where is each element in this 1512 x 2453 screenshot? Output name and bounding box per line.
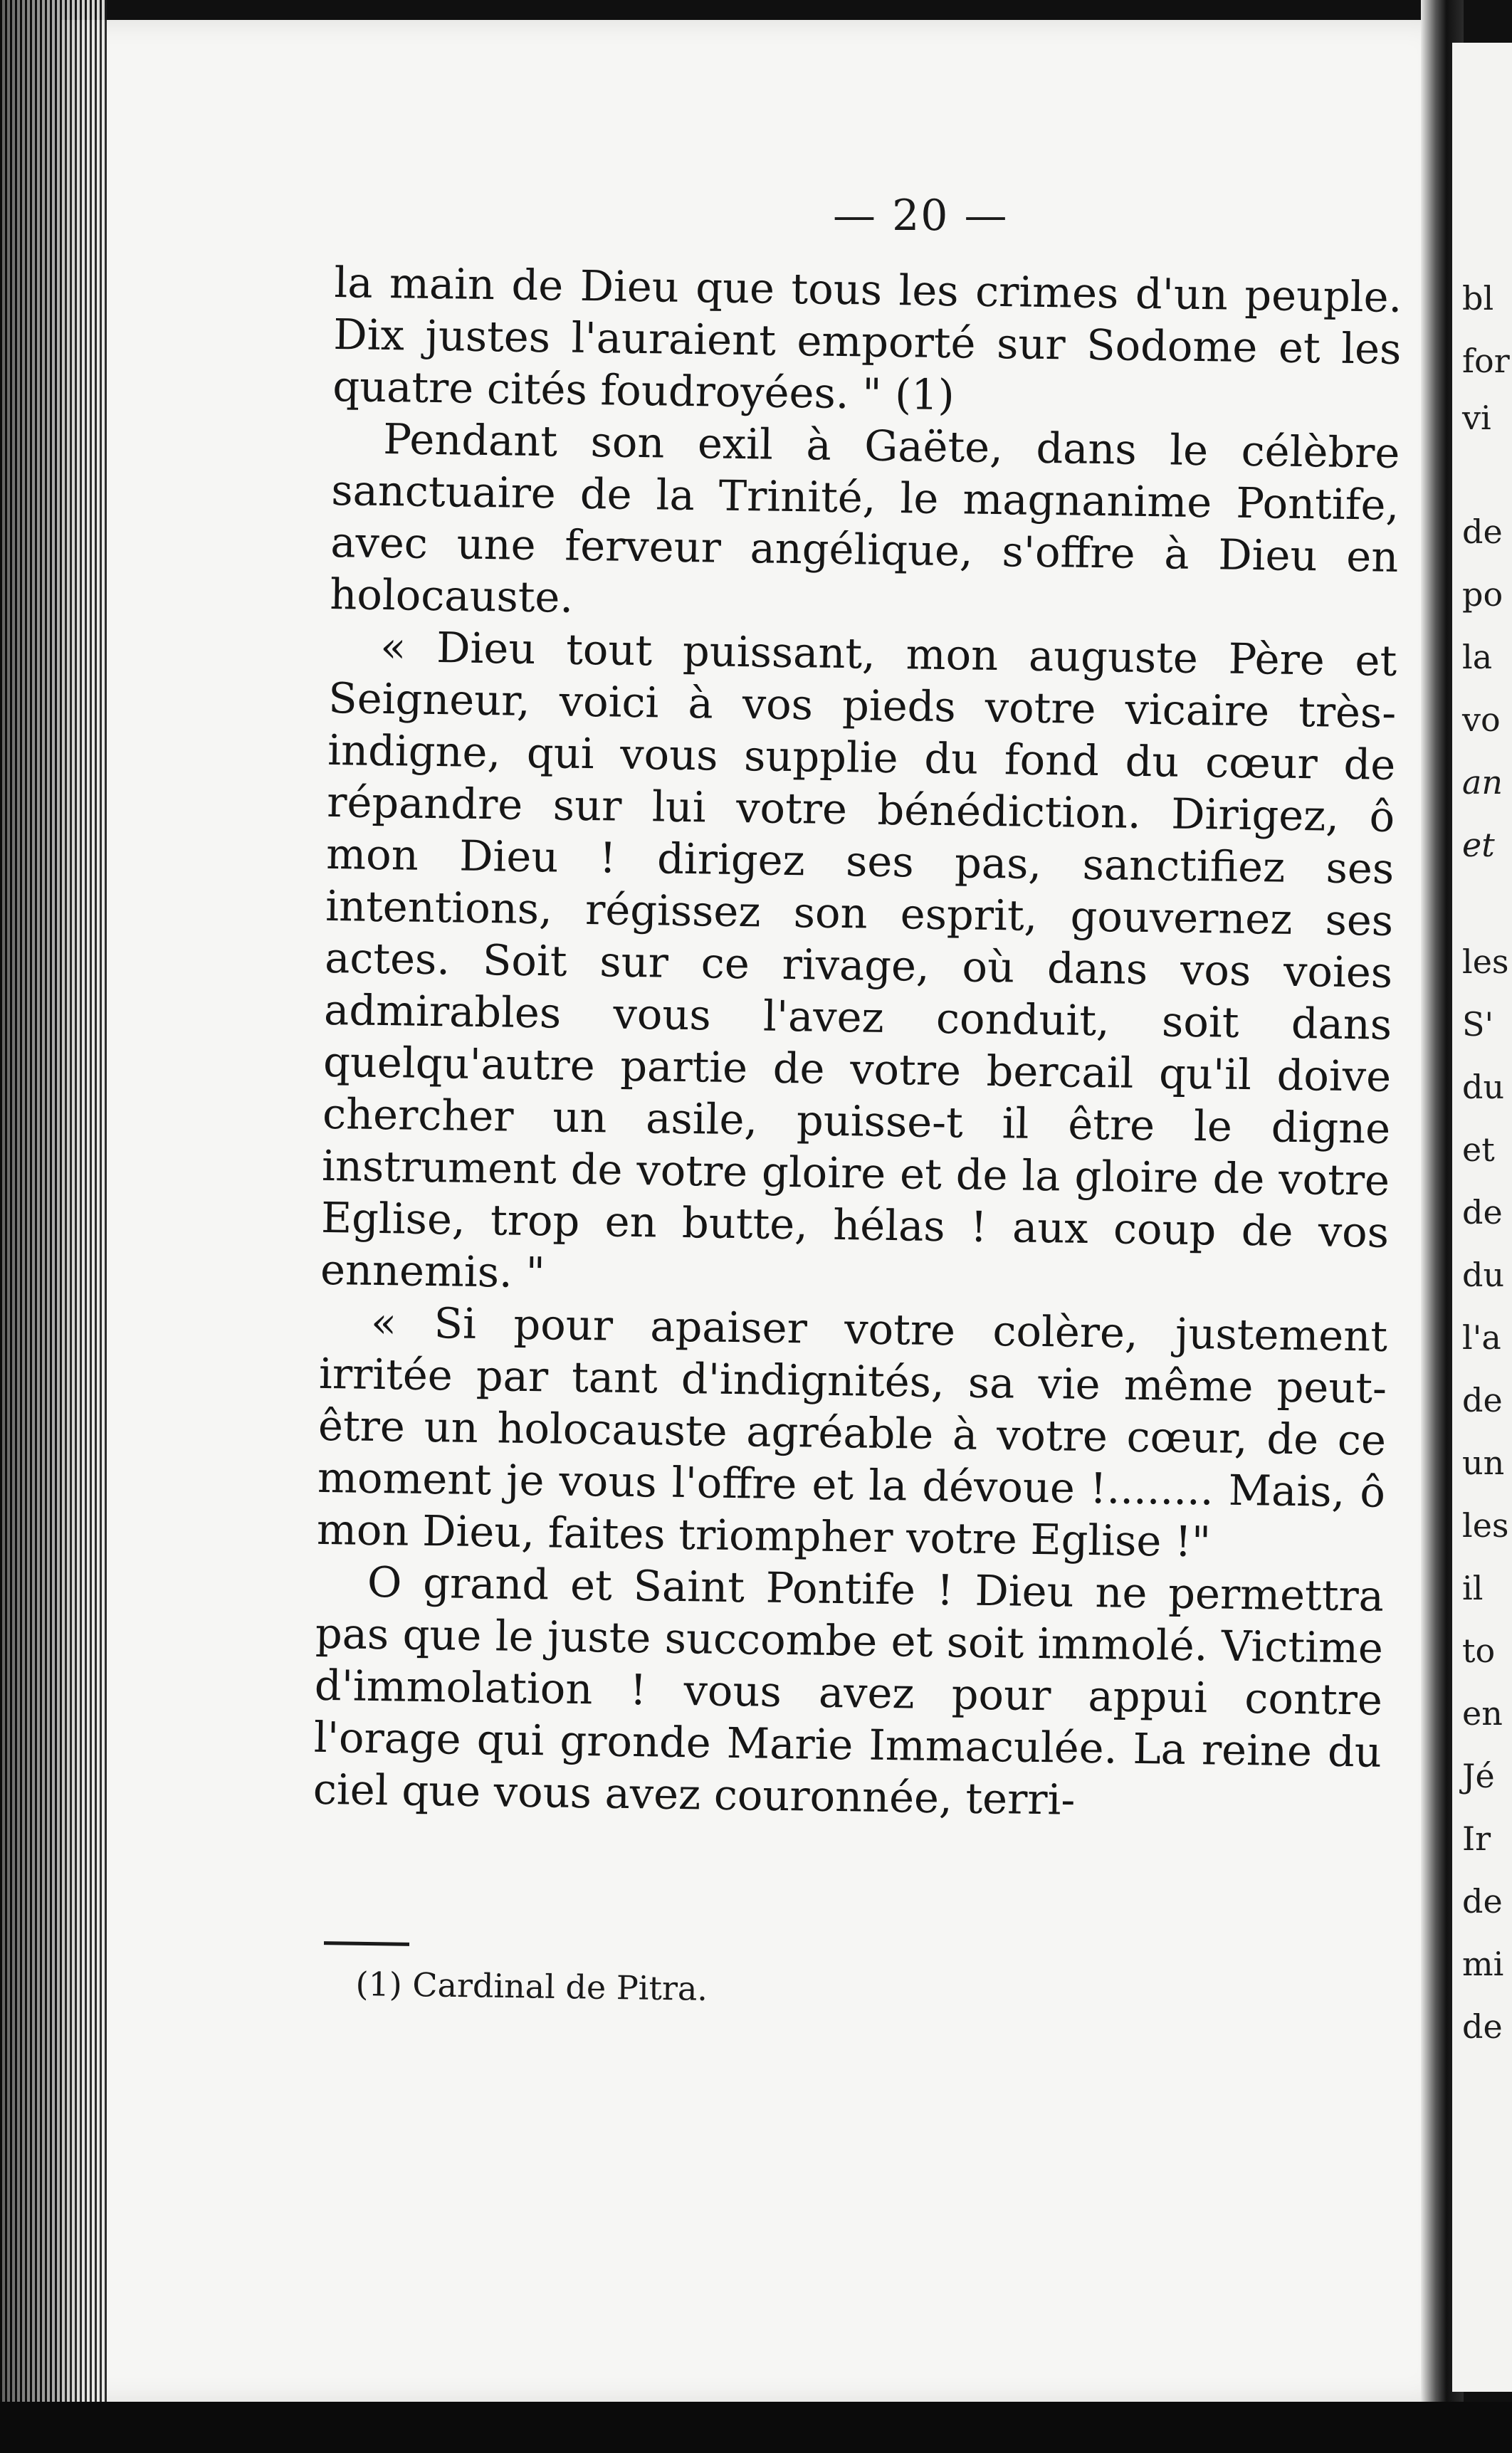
page-edges-shadow: [0, 0, 107, 2453]
adjacent-fragment: les: [1462, 942, 1509, 981]
adjacent-fragment: du: [1462, 1256, 1505, 1294]
adjacent-fragment: for: [1462, 342, 1510, 380]
adjacent-fragment: de: [1462, 1193, 1503, 1231]
page-number: — 20 —: [833, 191, 1009, 241]
paragraph: « Dieu tout puissant, mon auguste Père et Seigneur, voici à vos pieds votre vicaire très-indigne, qui vous supplie du fond du cœur de répandre sur lui votre bénédiction. Dirigez, ô mon Dieu ! dirigez ses pas, sanctifiez ses intentions, régissez son esprit, gouvernez ses actes. Soit sur ce rivage, où dans vos voies admirables vous l'avez conduit, soit dans quelqu'autre partie de votre bercail qu'il doive chercher un asile, puisse-t il être le digne instrument de votre gloire et de la gloire de votre Eglise, trop en butte, hélas ! aux coup de vos ennemis. ": [320, 621, 1397, 1298]
footnote: (1) Cardinal de Pitra.: [355, 1965, 708, 2008]
adjacent-fragment: mi: [1462, 1945, 1504, 1983]
adjacent-fragment: vi: [1462, 399, 1491, 437]
adjacent-fragment: an: [1462, 763, 1503, 802]
adjacent-fragment: l'a: [1462, 1318, 1501, 1357]
adjacent-fragment: la: [1462, 638, 1493, 676]
adjacent-fragment: un: [1462, 1444, 1505, 1482]
adjacent-fragment: les: [1462, 1506, 1509, 1545]
adjacent-fragment: et: [1462, 826, 1495, 864]
paragraph: « Si pour apaiser votre colère, justement irritée par tant d'indignités, sa vie même peut-être un holocauste agréable à votre cœur, de ce moment je vous l'offre et la dévoue !........ Mais, ô mon Dieu, faites triompher votre Eglise !": [316, 1297, 1388, 1567]
adjacent-fragment: de: [1462, 513, 1503, 551]
paragraph: Pendant son exil à Gaëte, dans le célèbre sanctuaire de la Trinité, le magnanime Pontife, avec une ferveur angélique, s'offre à Dieu en holocauste.: [329, 414, 1400, 622]
adjacent-fragment: po: [1462, 575, 1503, 614]
adjacent-fragment: en: [1462, 1694, 1503, 1733]
adjacent-fragment: il: [1462, 1569, 1484, 1607]
adjacent-fragment: de: [1462, 2007, 1503, 2046]
adjacent-fragment: to: [1462, 1632, 1496, 1670]
body-text: [313, 256, 1402, 1830]
adjacent-fragment: de: [1462, 1381, 1503, 1419]
adjacent-fragment: de: [1462, 1882, 1503, 1921]
adjacent-fragment: vo: [1462, 700, 1501, 739]
paragraph: la main de Dieu que tous les crimes d'un peuple. Dix justes l'auraient emporté sur Sodome et les quatre cités foudroyées. " (1): [332, 257, 1402, 420]
paragraph: O grand et Saint Pontife ! Dieu ne permettra pas que le juste succombe et soit immolé. Victime d'immolation ! vous avez pour appui contre l'orage qui gronde Marie Immaculée. La reine du ciel que vous avez couronnée, terri-: [313, 1557, 1385, 1824]
adjacent-fragment: bl: [1462, 279, 1494, 317]
adjacent-fragment: Ir: [1462, 1819, 1491, 1858]
adjacent-fragment: du: [1462, 1068, 1505, 1106]
adjacent-fragment: Jé: [1462, 1757, 1495, 1795]
adjacent-fragment: et: [1462, 1130, 1495, 1169]
adjacent-fragment: S': [1462, 1005, 1494, 1044]
scan-border: [0, 2402, 1512, 2453]
adjacent-page: [1452, 43, 1512, 2392]
